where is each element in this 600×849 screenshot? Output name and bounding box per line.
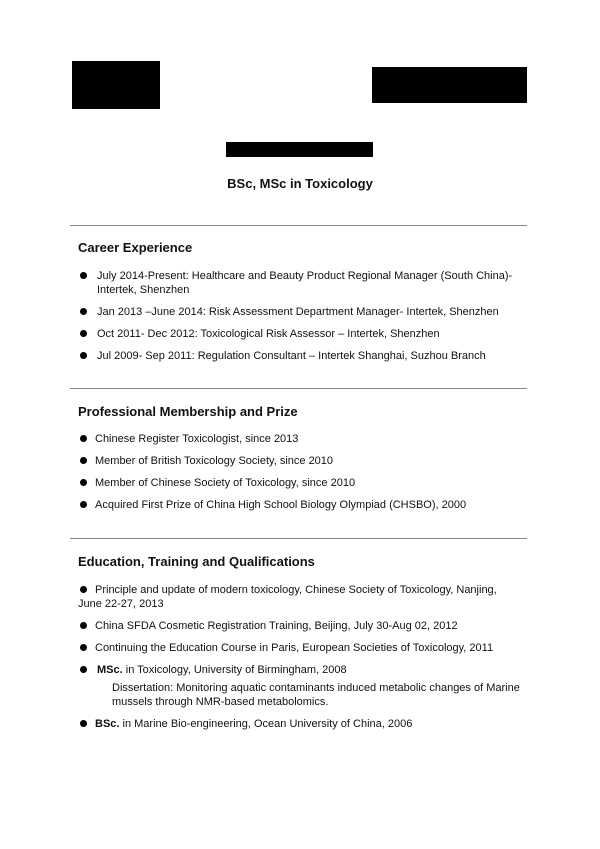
bullet-icon xyxy=(80,352,87,359)
list-item xyxy=(78,269,528,297)
bullet-icon xyxy=(80,435,87,442)
redacted-contact-block xyxy=(372,67,527,103)
list-item xyxy=(78,476,528,490)
career-section-title: Career Experience xyxy=(78,240,193,255)
item-text: Principle and update of modern toxicology, Chinese Society of Toxicology, Nanjing, xyxy=(95,584,497,596)
list-item xyxy=(78,305,528,319)
bullet-icon xyxy=(80,308,87,315)
list-item xyxy=(78,619,528,633)
item-text: Oct 2011- Dec 2012: Toxicological Risk Assessor – Intertek, Shenzhen xyxy=(97,328,440,340)
item-text: Chinese Register Toxicologist, since 2013 xyxy=(95,433,299,445)
dissertation-text: Dissertation: Monitoring aquatic contaminants induced metabolic changes of Marine xyxy=(112,682,520,694)
dissertation-text-continued: mussels through NMR-based metabolomics. xyxy=(112,696,329,708)
item-text: Jan 2013 –June 2014: Risk Assessment Department Manager- Intertek, Shenzhen xyxy=(97,306,499,318)
education-section-title: Education, Training and Qualifications xyxy=(78,554,315,569)
bullet-icon xyxy=(80,720,87,727)
bullet-icon xyxy=(80,330,87,337)
list-item-msc xyxy=(78,663,528,709)
bsc-detail: in Marine Bio-engineering, Ocean University of China, 2006 xyxy=(119,718,413,730)
bullet-icon xyxy=(80,457,87,464)
list-item xyxy=(78,349,528,363)
section-divider xyxy=(70,538,527,539)
list-item xyxy=(78,327,528,341)
redacted-photo-block xyxy=(72,61,160,109)
item-text: Jul 2009- Sep 2011: Regulation Consultant – Intertek Shanghai, Suzhou Branch xyxy=(97,350,486,362)
membership-list xyxy=(78,432,528,512)
item-text: Continuing the Education Course in Paris, European Societies of Toxicology, 2011 xyxy=(95,642,494,654)
bsc-degree: BSc. xyxy=(95,718,120,730)
bullet-icon xyxy=(80,479,87,486)
section-divider xyxy=(70,388,527,389)
list-item xyxy=(78,454,528,468)
item-text: China SFDA Cosmetic Registration Training, Beijing, July 30-Aug 02, 2012 xyxy=(95,620,458,632)
list-item-bsc xyxy=(78,717,528,731)
bullet-icon xyxy=(80,586,87,593)
item-text: Member of British Toxicology Society, since 2010 xyxy=(95,455,334,467)
list-item xyxy=(78,498,528,512)
msc-degree: MSc. xyxy=(97,664,123,676)
item-text-continued: Intertek, Shenzhen xyxy=(97,284,190,296)
degree-subtitle: BSc, MSc in Toxicology xyxy=(227,176,373,191)
bullet-icon xyxy=(80,501,87,508)
list-item xyxy=(78,583,528,611)
membership-section-title: Professional Membership and Prize xyxy=(78,404,298,419)
bullet-icon xyxy=(80,272,87,279)
redacted-name-block xyxy=(226,142,373,157)
bullet-icon xyxy=(80,666,87,673)
section-divider xyxy=(70,225,527,226)
list-item xyxy=(78,641,528,655)
msc-detail: in Toxicology, University of Birmingham, 2008 xyxy=(122,664,347,676)
list-item xyxy=(78,432,528,446)
bullet-icon xyxy=(80,622,87,629)
item-text-continued: June 22-27, 2013 xyxy=(78,598,164,610)
education-list xyxy=(78,583,528,731)
item-text: July 2014-Present: Healthcare and Beauty Product Regional Manager (South China)- xyxy=(97,270,513,282)
career-list xyxy=(78,269,528,363)
item-text: Member of Chinese Society of Toxicology, since 2010 xyxy=(95,477,356,489)
item-text: Acquired First Prize of China High School Biology Olympiad (CHSBO), 2000 xyxy=(95,499,467,511)
bullet-icon xyxy=(80,644,87,651)
